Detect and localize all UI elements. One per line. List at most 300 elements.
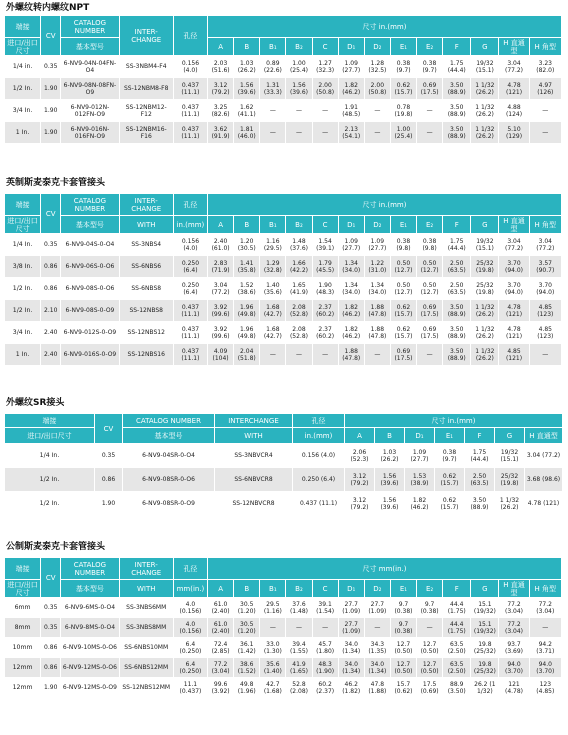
cell-dimension: 1.96 (49.8) xyxy=(234,300,260,322)
cell-dimension: 4.09 (104) xyxy=(208,344,234,366)
cell-dimension: 45.7 (1.80) xyxy=(312,638,338,658)
cell-cv: 0.86 xyxy=(41,256,61,278)
cell-interchange: SS-12NBS12 xyxy=(119,322,173,344)
cell-dimension: 25/32 (19.8) xyxy=(495,468,525,492)
cell-dimension: 34.0 (1.34) xyxy=(338,658,364,678)
header-dim-col: F xyxy=(443,38,471,56)
cell-dimension: 1.52 (38.6) xyxy=(234,278,260,300)
cell-dimension: — xyxy=(312,122,338,144)
header-size: 端接 xyxy=(5,558,41,580)
sr-spec-table xyxy=(4,413,563,516)
cell-dimension: — xyxy=(529,122,561,144)
cell-dimension: 19/32 (15.1) xyxy=(495,444,525,468)
header-dim-col: E₁ xyxy=(390,580,416,598)
cell-dimension: 0.50 (12.7) xyxy=(417,256,443,278)
cell-dimension: 19/32 (15.1) xyxy=(471,56,499,78)
cell-dimension: 1.54 (39.1) xyxy=(312,234,338,256)
cell-catalog-number: 6-NV9-08N-08FN-O9 xyxy=(61,78,119,100)
table-row xyxy=(5,492,563,516)
cell-dimension: 4.88 (124) xyxy=(499,100,529,122)
cell-dimension: 3.04 (77.2) xyxy=(499,234,529,256)
header-dim-col: B₁ xyxy=(260,38,286,56)
cell-dimension: 2.03 (51.6) xyxy=(208,56,234,78)
cell-dimension: 0.38 (9.8) xyxy=(417,234,443,256)
cell-dimension: 0.50 (12.7) xyxy=(390,256,416,278)
table-row xyxy=(5,56,562,78)
table-row xyxy=(5,678,562,698)
header-h-angle: H 角型 xyxy=(529,216,561,234)
cell-dimension: 17.5 (0.69) xyxy=(417,678,443,698)
cell-size: 1/4 In. xyxy=(5,444,95,468)
header-h-angle: H 角型 xyxy=(529,580,561,598)
table-row xyxy=(5,300,562,322)
cell-interchange: SS-6NBS12MM xyxy=(119,658,173,678)
cell-dimension: 1.82 (46.2) xyxy=(405,492,435,516)
cell-dimension: 4.85 (121) xyxy=(499,344,529,366)
header-interchange-with: WITH xyxy=(215,428,293,444)
cell-dimension: 1.28 (32.5) xyxy=(364,56,390,78)
cell-size: 3/4 In. xyxy=(5,100,41,122)
cell-cv: 0.35 xyxy=(41,234,61,256)
cell-catalog-number: 6-NV9-10MS-0-O6 xyxy=(61,638,119,658)
header-dim-col: A xyxy=(208,216,234,234)
table-row xyxy=(5,638,562,658)
cell-dimension: 5.10 (129) xyxy=(499,122,529,144)
cell-dimension: 4.85 (123) xyxy=(529,300,561,322)
header-dim-col: E₂ xyxy=(417,38,443,56)
cell-dimension: 1.56 (39.6) xyxy=(234,78,260,100)
cell-dimension: 0.62 (15.7) xyxy=(435,468,465,492)
cell-dimension: — xyxy=(364,100,390,122)
cell-dimension: 2.08 (52.8) xyxy=(286,322,312,344)
cell-dimension: 3.23 (82.0) xyxy=(529,56,561,78)
cell-dimension: — xyxy=(260,344,286,366)
header-catalog-number: CATALOG NUMBER xyxy=(61,16,119,38)
cell-dimension: 0.69 (17.5) xyxy=(417,322,443,344)
header-size: 端接 xyxy=(5,414,95,428)
cell-interchange: SS-3NBVCR4 xyxy=(215,444,293,468)
cell-interchange: SS-12NBS16 xyxy=(119,344,173,366)
cell-dimension: 3.04 (77.2) xyxy=(499,56,529,78)
cell-size: 1/2 In. xyxy=(5,492,95,516)
cell-catalog-number: 6-NV9-06S-0-O6 xyxy=(61,256,119,278)
cell-catalog-number: 6-NV9-012N-012FN-O9 xyxy=(61,100,119,122)
header-interchange: INTER- CHANGE xyxy=(119,194,173,216)
cell-dimension: 1.68 (42.7) xyxy=(260,300,286,322)
header-dim-col: A xyxy=(208,580,234,598)
cell-dimension: — xyxy=(529,100,561,122)
section-title-sr: 外螺纹SR接头 xyxy=(6,398,65,408)
header-inlet-outlet-size: 进口/出口尺寸 xyxy=(5,580,41,598)
cell-dimension: 12.7 (0.50) xyxy=(417,658,443,678)
cell-interchange: SS-3NBS4 xyxy=(119,234,173,256)
cell-dimension: 1.75 (44.4) xyxy=(465,444,495,468)
cell-dimension: — xyxy=(364,618,390,638)
header-dim-col: C xyxy=(312,38,338,56)
metric-spec-table xyxy=(4,557,562,698)
table-row xyxy=(5,122,562,144)
cell-bore: 0.437 (11.1) xyxy=(173,344,207,366)
cell-dimension: 1.48 (37.6) xyxy=(286,234,312,256)
cell-dimension: 3.68 (98.6) xyxy=(525,468,563,492)
header-dimensions: 尺寸 in.(mm) xyxy=(208,194,562,216)
cell-size: 6mm xyxy=(5,598,41,618)
cell-dimension: 26.2 (1 1/32) xyxy=(471,678,499,698)
cell-dimension: — xyxy=(529,618,561,638)
cell-dimension: 3.12 (79.2) xyxy=(345,468,375,492)
cell-dimension: 2.00 (50.8) xyxy=(364,78,390,100)
cell-size: 3/8 In. xyxy=(5,256,41,278)
cell-cv: 0.86 xyxy=(95,468,123,492)
header-dim-col: B xyxy=(234,580,260,598)
cell-dimension: 0.38 (9.8) xyxy=(390,234,416,256)
cell-dimension: 1.53 (38.9) xyxy=(405,468,435,492)
cell-dimension: 19.8 (25/32) xyxy=(471,658,499,678)
cell-dimension: 3.04 (77.2) xyxy=(529,234,561,256)
cell-dimension: 4.78 (121) xyxy=(525,492,563,516)
cell-interchange: SS-12NBS12MM xyxy=(119,678,173,698)
cell-bore: 0.437 (11.1) xyxy=(173,122,207,144)
table-row xyxy=(5,322,562,344)
header-catalog-number: CATALOG NUMBER xyxy=(61,194,119,216)
cell-dimension: 1.75 (44.4) xyxy=(443,56,471,78)
cell-catalog-number: 6-NV9-016N-016FN-O9 xyxy=(61,122,119,144)
cell-dimension: 1.82 (46.2) xyxy=(338,300,364,322)
cell-dimension: 0.69 (17.5) xyxy=(390,344,416,366)
cell-dimension: — xyxy=(364,122,390,144)
header-h-straight: H 直通型 xyxy=(499,38,529,56)
cell-dimension: 1 1/32 (26.2) xyxy=(471,78,499,100)
cell-cv: 0.35 xyxy=(41,618,61,638)
cell-dimension: 12.7 (0.50) xyxy=(390,638,416,658)
cell-dimension: 1.88 (47.8) xyxy=(364,300,390,322)
cell-dimension: 29.5 (1.16) xyxy=(260,598,286,618)
cell-dimension: 1.31 (33.3) xyxy=(260,78,286,100)
cell-dimension: 2.83 (71.9) xyxy=(208,256,234,278)
header-dim-col: D₁ xyxy=(338,580,364,598)
cell-dimension: 63.5 (2.50) xyxy=(443,638,471,658)
header-dim-col: G xyxy=(495,428,525,444)
table-row xyxy=(5,78,562,100)
cell-cv: 1.90 xyxy=(41,100,61,122)
cell-bore: 0.437 (11.1) xyxy=(173,300,207,322)
cell-cv: 2.40 xyxy=(41,344,61,366)
header-dim-col: B xyxy=(234,216,260,234)
cell-dimension: 77.2 (3.04) xyxy=(208,658,234,678)
cell-dimension: — xyxy=(286,344,312,366)
header-dimensions: 尺寸 in.(mm) xyxy=(208,16,562,38)
cell-dimension: 9.7 (0.38) xyxy=(390,618,416,638)
header-dim-col: E₁ xyxy=(435,428,465,444)
header-basic-model: 基本型号 xyxy=(61,38,119,56)
header-dim-col: E₁ xyxy=(390,216,416,234)
cell-bore: 4.0 (0.156) xyxy=(173,598,207,618)
cell-dimension: 4.85 (123) xyxy=(529,322,561,344)
cell-catalog-number: 6-NV9-04S-0-O4 xyxy=(61,234,119,256)
cell-cv: 0.35 xyxy=(41,598,61,618)
cell-dimension: 2.13 (54.1) xyxy=(338,122,364,144)
header-dim-col: D₁ xyxy=(338,38,364,56)
cell-dimension: 0.69 (17.5) xyxy=(417,300,443,322)
cell-interchange: SS-6NBS10MM xyxy=(119,638,173,658)
header-bore-unit: in.(mm) xyxy=(293,428,345,444)
cell-size: 1/4 in. xyxy=(5,56,41,78)
table-row xyxy=(5,256,562,278)
table-row xyxy=(5,444,563,468)
cell-dimension: 15.1 (19/32) xyxy=(471,618,499,638)
cell-dimension: 1.27 (32.3) xyxy=(312,56,338,78)
header-basic-model: 基本型号 xyxy=(61,580,119,598)
cell-interchange: SS-3NBS8MM xyxy=(119,618,173,638)
cell-dimension: 1.16 (29.5) xyxy=(260,234,286,256)
cell-dimension: 1.56 (39.6) xyxy=(375,468,405,492)
cell-dimension: 60.2 (2.37) xyxy=(312,678,338,698)
cell-dimension: 1 1/32 (26.2) xyxy=(471,322,499,344)
cell-dimension: 2.40 (61.0) xyxy=(208,234,234,256)
cell-dimension: 121 (4.78) xyxy=(499,678,529,698)
cell-dimension: 61.0 (2.40) xyxy=(208,598,234,618)
header-interchange: INTERCHANGE xyxy=(215,414,293,428)
cell-dimension: 2.00 (50.8) xyxy=(312,78,338,100)
cell-dimension: 3.50 (88.9) xyxy=(443,100,471,122)
header-basic-model: 基本型号 xyxy=(61,216,119,234)
header-cv: CV xyxy=(41,194,61,234)
cell-dimension: 1 1/32 (26.2) xyxy=(471,122,499,144)
table-row xyxy=(5,344,562,366)
cell-bore: 6.4 (0.250) xyxy=(173,638,207,658)
cell-dimension: — xyxy=(260,618,286,638)
table-row xyxy=(5,598,562,618)
cell-dimension: 1.96 (49.8) xyxy=(234,322,260,344)
cell-dimension: 63.5 (2.50) xyxy=(443,658,471,678)
cell-dimension: 3.50 (88.9) xyxy=(443,300,471,322)
cell-interchange: SS-12NBM16-F16 xyxy=(119,122,173,144)
cell-dimension: 3.50 (88.9) xyxy=(443,322,471,344)
header-bore-unit: in.(mm) xyxy=(173,216,207,234)
cell-dimension: 19.8 (25/32) xyxy=(471,638,499,658)
cell-dimension: — xyxy=(417,344,443,366)
cell-dimension: 12.7 (0.50) xyxy=(390,658,416,678)
cell-dimension: — xyxy=(312,344,338,366)
cell-dimension: 99.6 (3.92) xyxy=(208,678,234,698)
cell-dimension: 0.62 (15.7) xyxy=(435,492,465,516)
cell-dimension: 2.37 (60.2) xyxy=(312,322,338,344)
cell-dimension: 2.50 (63.5) xyxy=(465,468,495,492)
cell-dimension: 2.50 (63.5) xyxy=(443,256,471,278)
cell-dimension: 3.50 (88.9) xyxy=(443,344,471,366)
cell-dimension: 0.69 (17.5) xyxy=(417,78,443,100)
header-dim-col: B₂ xyxy=(286,38,312,56)
table-row xyxy=(5,100,562,122)
header-dimensions: 尺寸 in.(mm) xyxy=(345,414,563,428)
cell-dimension: 1.34 (34.0) xyxy=(364,278,390,300)
cell-interchange: SS-6NBS8 xyxy=(119,278,173,300)
header-interchange-with: WITH xyxy=(119,216,173,234)
cell-dimension: 39.1 (1.54) xyxy=(312,598,338,618)
cell-dimension: 1.09 (27.7) xyxy=(364,234,390,256)
header-inlet-outlet-size: 进口/出口尺寸 xyxy=(5,216,41,234)
cell-dimension: 2.37 (60.2) xyxy=(312,300,338,322)
cell-catalog-number: 6-NV9-08SR-0-O6 xyxy=(123,468,215,492)
cell-dimension: 4.78 (121) xyxy=(499,300,529,322)
header-dim-col: G xyxy=(471,38,499,56)
header-dim-col: C xyxy=(312,216,338,234)
cell-bore: 0.437 (11.1) xyxy=(293,492,345,516)
cell-catalog-number: 6-NV9-08S-0-O6 xyxy=(61,278,119,300)
cell-bore: 0.156 (4.0) xyxy=(173,56,207,78)
cell-size: 1/2 In. xyxy=(5,468,95,492)
cell-cv: 0.35 xyxy=(95,444,123,468)
cell-dimension: 3.70 (94.0) xyxy=(529,278,561,300)
cell-catalog-number: 6-NV9-12MS-0-O9 xyxy=(61,678,119,698)
cell-bore: 0.250 (6.4) xyxy=(173,256,207,278)
cell-dimension: 1 1/32 (26.2) xyxy=(471,100,499,122)
cell-dimension: 1.20 (30.5) xyxy=(234,234,260,256)
cell-dimension: 0.62 (15.7) xyxy=(390,78,416,100)
cell-dimension: — xyxy=(286,618,312,638)
cell-dimension: 1.09 (27.7) xyxy=(338,234,364,256)
cell-dimension: 0.89 (22.6) xyxy=(260,56,286,78)
cell-interchange: SS-12NBM12-F12 xyxy=(119,100,173,122)
cell-dimension: 77.2 (3.04) xyxy=(529,598,561,618)
cell-dimension: 3.12 (79.2) xyxy=(208,78,234,100)
cell-dimension: 30.5 (1.20) xyxy=(234,598,260,618)
header-h-angle: H 角型 xyxy=(529,38,561,56)
cell-dimension: 39.4 (1.55) xyxy=(286,638,312,658)
header-dim-col: E₁ xyxy=(390,38,416,56)
cell-dimension: 27.7 (1.09) xyxy=(338,598,364,618)
cell-dimension: 15.7 (0.62) xyxy=(390,678,416,698)
cell-dimension: 1.79 (45.5) xyxy=(312,256,338,278)
cell-dimension: 3.04 (77.2) xyxy=(208,278,234,300)
cell-size: 1 In. xyxy=(5,344,41,366)
cell-dimension: 3.92 (99.6) xyxy=(208,322,234,344)
cell-dimension: 0.38 (9.7) xyxy=(435,444,465,468)
cell-dimension: 1 1/32 (26.2) xyxy=(471,344,499,366)
header-size: 端接 xyxy=(5,194,41,216)
cell-dimension: 44.4 (1.75) xyxy=(443,618,471,638)
cell-size: 1/2 In. xyxy=(5,78,41,100)
cell-dimension: 1.66 (42.2) xyxy=(286,256,312,278)
cell-dimension: 1.82 (46.2) xyxy=(338,322,364,344)
cell-bore: 0.156 (4.0) xyxy=(173,234,207,256)
cell-dimension: 1.91 (48.5) xyxy=(338,100,364,122)
header-inlet-outlet-size: 进口/出口尺寸 xyxy=(5,428,95,444)
cell-dimension: 2.50 (63.5) xyxy=(443,278,471,300)
cell-dimension: 3.25 (82.6) xyxy=(208,100,234,122)
cell-dimension: 3.50 (88.9) xyxy=(465,492,495,516)
cell-dimension: 9.7 (0.38) xyxy=(390,598,416,618)
cell-dimension: 1.09 (27.7) xyxy=(338,56,364,78)
cell-dimension: — xyxy=(529,344,561,366)
cell-cv: 1.90 xyxy=(41,678,61,698)
header-catalog-number: CATALOG NUMBER xyxy=(123,414,215,428)
cell-dimension: 0.62 (15.7) xyxy=(390,300,416,322)
cell-dimension: 4.78 (121) xyxy=(499,78,529,100)
cell-cv: 0.35 xyxy=(41,56,61,78)
cell-size: 8mm xyxy=(5,618,41,638)
cell-interchange: SS-3NBM4-F4 xyxy=(119,56,173,78)
cell-interchange: SS-3NBS6MM xyxy=(119,598,173,618)
header-cv: CV xyxy=(95,414,123,444)
header-interchange: INTER- CHANGE xyxy=(119,558,173,580)
cell-dimension: — xyxy=(417,122,443,144)
cell-dimension: 48.3 (1.90) xyxy=(312,658,338,678)
cell-size: 3/4 In. xyxy=(5,322,41,344)
cell-dimension: 1.56 (39.6) xyxy=(375,492,405,516)
cell-dimension: 49.8 (1.96) xyxy=(234,678,260,698)
header-dim-col: E₂ xyxy=(417,580,443,598)
cell-dimension: 0.50 (12.7) xyxy=(390,278,416,300)
cell-dimension: — xyxy=(312,100,338,122)
cell-dimension: 1.88 (47.8) xyxy=(364,322,390,344)
header-dim-col: B xyxy=(375,428,405,444)
header-bore: 孔径 xyxy=(173,558,207,580)
cell-interchange: SS-6NBVCR8 xyxy=(215,468,293,492)
cell-dimension: 1.75 (44.4) xyxy=(443,234,471,256)
header-basic-model: 基本型号 xyxy=(123,428,215,444)
cell-dimension: 47.8 (1.88) xyxy=(364,678,390,698)
cell-dimension: 37.6 (1.48) xyxy=(286,598,312,618)
cell-dimension: — xyxy=(260,100,286,122)
cell-size: 1/4 In. xyxy=(5,234,41,256)
table-row xyxy=(5,618,562,638)
cell-cv: 2.40 xyxy=(41,322,61,344)
cell-cv: 1.90 xyxy=(95,492,123,516)
header-interchange: INTER- CHANGE xyxy=(119,16,173,56)
cell-dimension: 30.5 (1.20) xyxy=(234,618,260,638)
cell-dimension: 3.70 (94.0) xyxy=(499,278,529,300)
cell-catalog-number: 6-NV9-6MS-0-O4 xyxy=(61,598,119,618)
cell-dimension: 3.04 (77.2) xyxy=(525,444,563,468)
npt-spec-table xyxy=(4,15,562,144)
cell-dimension: — xyxy=(364,344,390,366)
table-row xyxy=(5,468,563,492)
cell-cv: 0.86 xyxy=(41,658,61,678)
cell-size: 10mm xyxy=(5,638,41,658)
cell-size: 1 In. xyxy=(5,122,41,144)
cell-interchange: SS-12NBS8 xyxy=(119,300,173,322)
cell-dimension: 1.00 (25.4) xyxy=(390,122,416,144)
cell-dimension: 33.0 (1.30) xyxy=(260,638,286,658)
cell-dimension: 3.50 (88.9) xyxy=(443,122,471,144)
cell-dimension: 25/32 (19.8) xyxy=(471,278,499,300)
cell-dimension: 52.8 (2.08) xyxy=(286,678,312,698)
cell-dimension: 9.7 (0.38) xyxy=(417,598,443,618)
cell-size: 12mm xyxy=(5,678,41,698)
header-dim-col: D₁ xyxy=(338,216,364,234)
cell-dimension: — xyxy=(260,122,286,144)
header-bore: 孔径 xyxy=(173,194,207,216)
header-dim-col: A xyxy=(208,38,234,56)
cell-dimension: 1.29 (32.8) xyxy=(260,256,286,278)
cell-dimension: 1.88 (47.8) xyxy=(338,344,364,366)
cell-dimension: 61.0 (2.40) xyxy=(208,618,234,638)
cell-dimension: 12.7 (0.50) xyxy=(417,638,443,658)
header-dim-col: F xyxy=(443,580,471,598)
cell-dimension: 0.38 (9.7) xyxy=(417,56,443,78)
cell-dimension: — xyxy=(417,100,443,122)
header-inlet-outlet-size: 进口/出口尺寸 xyxy=(5,38,41,56)
cell-dimension: 0.38 (9.7) xyxy=(390,56,416,78)
cell-dimension: 77.2 (3.04) xyxy=(499,598,529,618)
cell-dimension: 25/32 (19.8) xyxy=(471,256,499,278)
header-size: 端接 xyxy=(5,16,41,38)
cell-dimension: 46.2 (1.82) xyxy=(338,678,364,698)
header-dim-col: B₂ xyxy=(286,216,312,234)
cell-dimension: 27.7 (1.09) xyxy=(338,618,364,638)
cell-dimension: 1.56 (39.6) xyxy=(286,78,312,100)
